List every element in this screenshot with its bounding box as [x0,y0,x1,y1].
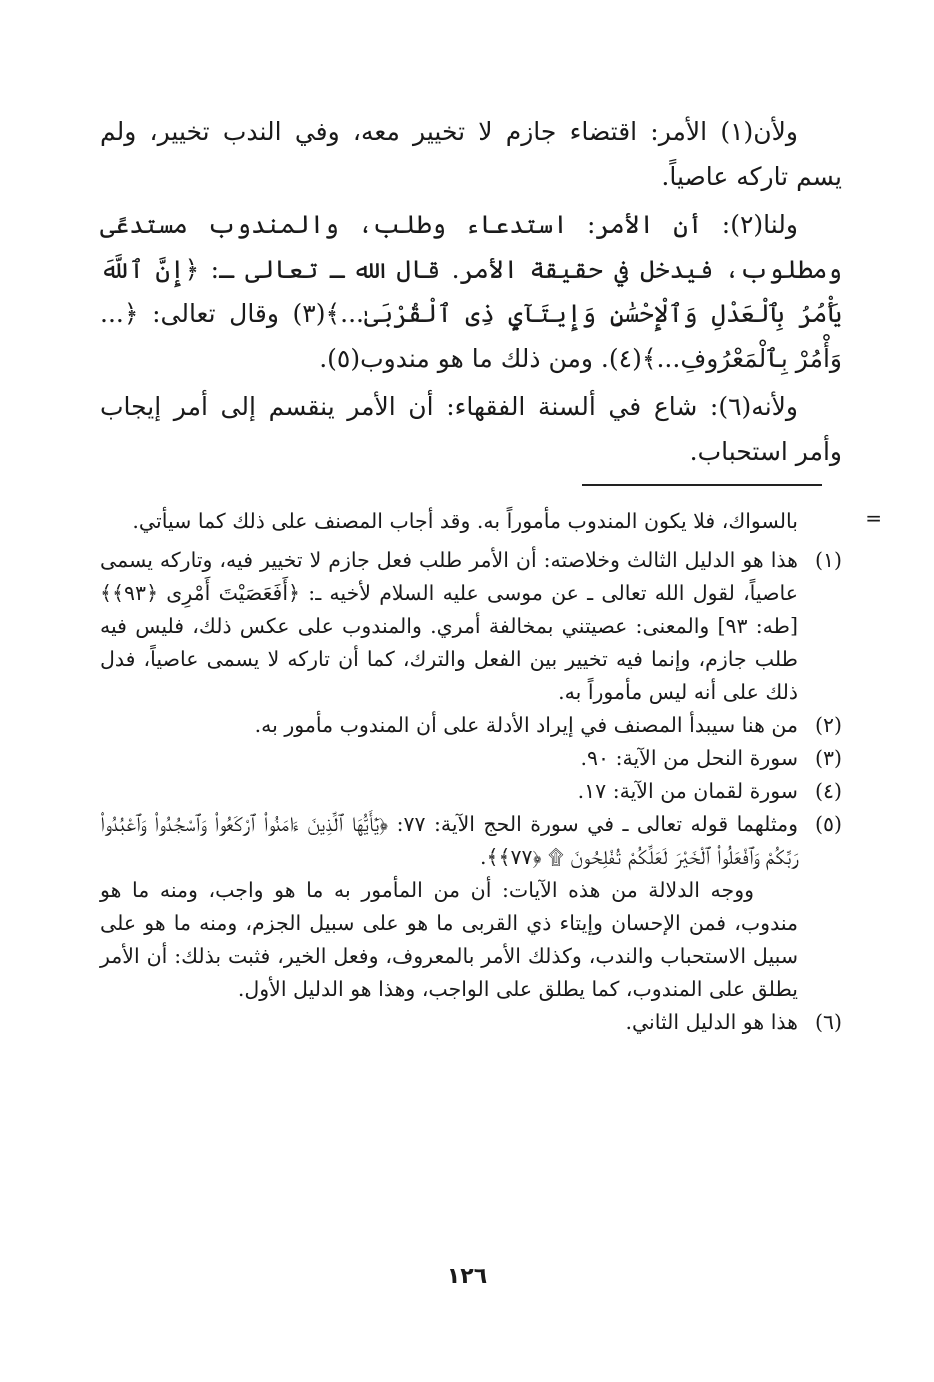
footnote-text: سورة لقمان من الآية: ١٧. [577,779,798,803]
page-number: ١٢٦ [446,1264,488,1289]
footnote-text: سورة النحل من الآية: ٩٠. [580,746,798,770]
footnote-2 [100,709,842,742]
footnotes [100,505,842,1039]
footnote-text: هذا هو الدليل الثالث وخلاصته: أن الأمر طلب فعل جازم لا تخيير فيه، وتاركه يسمى عاصياً، لقول الله تعالى ـ عن موسى عليه السلام لأخيه ـ: ﴿أَفَعَصَيْتَ أَمْرِى ﴿٩٣﴾﴾ [طه: ٩٣] والمعنى: عصيتني بمخالفة أمري. والمندوب على عكس ذلك، فليس فيه طلب جازم، وإنما فيه تخيير بين الفعل والترك، كما أن تاركه لا يسمى عاصياً، فدل ذلك على أنه ليس مأموراً به. [100,548,798,704]
footnote-number: (٣) [814,746,842,770]
footnote-text: ومثلهما قوله تعالى ـ في سورة الحج الآية: ٧٧: ﴿يَٰٓأَيُّهَا ٱلَّذِينَ ءَامَنُوا۟ ٱرْكَعُوا۟ وَٱسْجُدُوا۟ وَٱعْبُدُوا۟ رَبَّكُمْ وَٱفْعَلُوا۟ ٱلْخَيْرَ لَعَلَّكُمْ تُفْلِحُونَ ۩ ﴿٧٧﴾﴾. [100,812,798,869]
main-text [100,110,842,474]
paragraph-3: ولأنه(٦): شاع في ألسنة الفقهاء: أن الأمر ينقسم إلى أمر إيجاب وأمر استحباب. [100,392,842,466]
footnote-text: من هنا سيبدأ المصنف في إيراد الأدلة على أن المندوب مأمور به. [254,713,798,737]
footnote-5 [100,808,842,874]
footnote-3 [100,742,842,775]
footnote-5-explanation: ووجه الدلالة من هذه الآيات: أن من المأمور به ما هو واجب، ومنه ما هو مندوب، فمن الإحسان وإيتاء ذي القربى ما هو على سبيل الجزم، ومنه ما هو على سبيل الاستحباب والندب، وكذلك الأمر بالمعروف، وفعل الخير، فثبت بذلك: أن الأمر يطلق على المندوب، كما يطلق على الواجب، وهذا هو الدليل الأول. [100,878,798,1001]
footnote-4 [100,775,842,808]
footnote-number: (٥) [814,812,842,836]
footnote-separator [582,484,822,486]
footnote-number: (٦) [814,1010,842,1034]
footnote-1 [100,544,842,709]
footnote-text: هذا هو الدليل الثاني. [625,1010,798,1034]
footnote-6 [100,1006,842,1039]
footnote-number: (٤) [814,779,842,803]
footnote-continued: بالسواك، فلا يكون المندوب مأموراً به. وقد أجاب المصنف على ذلك كما سيأتي. [132,509,798,533]
footnote-number: (١) [814,548,842,572]
footnote-number: (٢) [814,713,842,737]
paragraph-2: ولنا(٢): أن الأمر: استدعاء وطلب، والمندوب مستدعًى ومطلوب، فيدخل في حقيقة الأمر. قال الله ـ تعالى ـ: ﴿إِنَّ ٱللَّهَ يَأْمُرُ بِٱلْعَدْلِ وَٱلْإِحْسَٰنِ وَإِيتَآيِٕ ذِى ٱلْقُرْبَىٰ...﴾(٣) وقال تعالى: ﴿... وَأْمُرْ بِٱلْمَعْرُوفِ...﴾(٤). ومن ذلك ما هو مندوب(٥). [100,210,842,373]
continuation-mark: = [865,506,882,530]
paragraph-1: ولأن(١) الأمر: اقتضاء جازم لا تخيير معه، وفي الندب تخيير، ولم يسم تاركه عاصياً. [100,117,842,191]
